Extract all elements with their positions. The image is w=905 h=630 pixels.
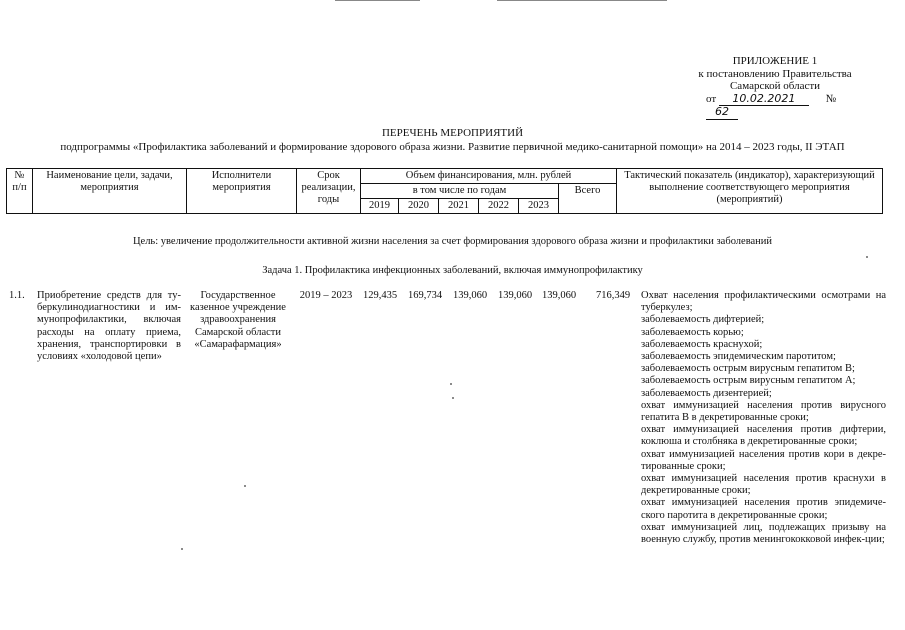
indicator-item: охват иммунизацией лиц, подлежащих призыву на военную службу, против менингококковой инфек-ции;: [641, 521, 886, 546]
header-num: № п/п: [7, 169, 33, 214]
header-executors: Исполнители мероприятия: [187, 169, 297, 214]
row-value-2023: 139,060: [541, 290, 577, 301]
header-total: Всего: [559, 184, 617, 214]
header-by-years: в том числе по годам: [361, 184, 559, 199]
indicator-item: охват иммунизацией населения против дифтерии, коклюша и столбняка в декретированные сроки;: [641, 424, 886, 448]
header-year-2021: 2021: [439, 199, 479, 214]
indicator-item: Охват населения профилактическими осмотрами на туберкулез;: [641, 290, 886, 314]
row-name: Приобретение средств для ту-беркулинодиагностики и им-мунопрофилактики, включая расходы на оплату приема, хранения, транспортировки в условиях «холодовой цепи»: [37, 290, 181, 363]
appendix-line2: Самарской области: [729, 80, 821, 92]
indicator-item: заболеваемость эпидемическим паротитом;: [641, 351, 836, 363]
indicator-item: заболеваемость дизентерией;: [641, 387, 772, 399]
header-year-2019: 2019: [361, 199, 399, 214]
table-header: [6, 168, 883, 214]
appendix-title: ПРИЛОЖЕНИЕ 1: [732, 55, 818, 67]
top-rule-left: [335, 0, 420, 1]
header-name: Наименование цели, задачи, мероприятия: [33, 169, 187, 214]
appendix-line1: к постановлению Правительства: [698, 67, 852, 80]
indicator-item: заболеваемость краснухой;: [641, 338, 763, 350]
scan-speck: [452, 397, 454, 399]
indicator-item: заболеваемость дифтерией;: [641, 314, 765, 326]
header-year-2022: 2022: [479, 199, 519, 214]
indicator-item: охват иммунизацией населения против вирусного гепатита В в декретированные сроки;: [641, 399, 886, 424]
handwritten-date: 10.02.2021: [719, 93, 809, 107]
appendix-signature-line: [690, 93, 860, 120]
row-total: 716,349: [595, 290, 631, 301]
header-term: Срок реализации, годы: [297, 169, 361, 214]
task-line: Задача 1. Профилактика инфекционных заболеваний, включая иммунопрофилактику: [262, 265, 643, 276]
header-funding: Объем финансирования, млн. рублей: [361, 169, 617, 184]
indicator-item: заболеваемость острым вирусным гепатитом В;: [641, 363, 855, 375]
row-number: 1.1.: [9, 290, 25, 301]
scan-speck: [866, 256, 868, 258]
row-value-2021: 139,060: [452, 290, 488, 301]
indicator-item: заболеваемость острым вирусным гепатитом А;: [641, 375, 856, 387]
indicator-item: охват иммунизацией населения против кори в декре-тированные сроки;: [641, 448, 886, 472]
row-indicators: [641, 290, 886, 546]
top-rule-right: [497, 0, 667, 1]
page-title: ПЕРЕЧЕНЬ МЕРОПРИЯТИЙ: [381, 127, 524, 139]
row-term: 2019 – 2023: [299, 290, 353, 301]
header-indicator: Тактический показатель (индикатор), характеризующий выполнение соответствующего мероприятия (мероприятий): [617, 169, 883, 214]
row-value-2020: 169,734: [407, 290, 443, 301]
scan-speck: [450, 383, 452, 385]
indicator-item: охват иммунизацией населения против краснухи в декретированные сроки;: [641, 473, 886, 497]
handwritten-number: 62: [706, 106, 738, 120]
header-year-2020: 2020: [399, 199, 439, 214]
scan-speck: [244, 485, 246, 487]
indicator-item: охват иммунизацией населения против эпидемиче-ского паротита в декретированные сроки;: [641, 497, 886, 521]
scan-speck: [181, 548, 183, 550]
indicator-item: заболеваемость корью;: [641, 326, 744, 338]
appendix-block: [690, 55, 860, 120]
header-year-2023: 2023: [519, 199, 559, 214]
row-value-2022: 139,060: [497, 290, 533, 301]
goal-line: Цель: увеличение продолжительности активной жизни населения за счет формирования здорового образа жизни и профилактики заболеваний: [132, 236, 773, 247]
row-value-2019: 129,435: [362, 290, 398, 301]
number-label: №: [825, 92, 837, 105]
from-label: от: [706, 92, 717, 105]
page-subtitle: подпрограммы «Профилактика заболеваний и формирование здорового образа жизни. Развитие первичной медико-санитарной помощи» на 2014 – 2023 годы, II ЭТАП: [60, 141, 845, 153]
row-executor: Государственное казенное учреждение здравоохранения Самарской области «Самарафармация»: [190, 290, 286, 350]
